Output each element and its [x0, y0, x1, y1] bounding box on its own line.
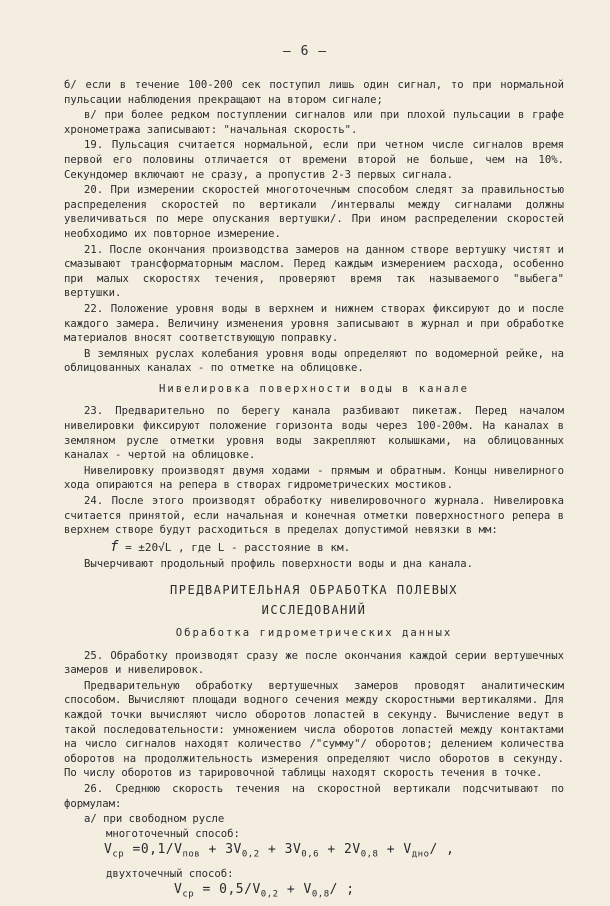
top-paragraphs [64, 78, 564, 376]
paragraph: 24. После этого производят обработку нивелировочного журнала. Нивелировка считается принятой, если начальная и конечная отметки поверхностного репера в верхнем створе будут расходиться в пределах допустимой невязки в мм: [64, 495, 564, 537]
paragraph: 21. После окончания производства замеров на данном створе вертушку чистят и смазывают трансформаторным маслом. Перед каждым измерением расхода, особенно при малых скоростях течения, проверяют время так называемого "выбега" вертушки. [64, 243, 564, 300]
paragraph: 20. При измерении скоростей многоточечным способом следят за правильностью распределения скоростей по вертикали /интервалы между сигналами должны увеличиваться по мере опускания вертушки/. При ином распределении скоростей необходимо их повторное измерение. [64, 184, 564, 240]
tolerance-formula [64, 540, 564, 556]
formula-lhs: f [110, 538, 119, 555]
paragraph: Предварительную обработку вертушечных замеров проводят аналитическим способом. Вычисляют площади водного сечения между скоростными вертикалями. Для каждой точки вычисляют число оборотов лопастей в секунду. Вычисление ведут в такой последовательности: умножением числа оборотов лопастей между контактами на число сигналов находят количество /"сумму"/ оборотов; делением количества оборотов на продолжительность измерения определяют число оборотов в секунду. По числу оборотов из тарировочной таблицы находят скорость течения в точке. [64, 679, 564, 780]
paragraph: 23. Предварительно по берегу канала разбивают пикетаж. Перед началом нивелировки фиксируют положение горизонта воды через 100-200м. На каналах в земляном русле отметки уровня воды закрепляют колышками, на облицованных каналах - чертой на облицовке. [64, 405, 564, 462]
twopoint-label: двухточечный способ: [106, 867, 234, 880]
multipoint-formula: $V_{ср} =0,1/V_{пов} + 3V_{0,2} + 3V_{0,6} + 2V_{0,8} + V_{дно}/$ , [104, 842, 455, 860]
chapter-title-line-2: ИССЛЕДОВАНИЙ [261, 603, 367, 617]
paragraph: В земляных руслах колебания уровня воды определяют по водомерной рейке, на облицованных каналах - по отметке на облицовке. [64, 347, 564, 375]
chapter-title-line-1: ПРЕДВАРИТЕЛЬНАЯ ОБРАБОТКА ПОЛЕВЫХ [170, 583, 458, 597]
chapter-title [64, 580, 564, 620]
paragraph: б/ если в течение 100-200 сек поступил лишь один сигнал, то при нормальной пульсации наблюдения прекращают на втором сигнале; [64, 79, 564, 106]
paragraph: 25. Обработку производят сразу же после окончания каждой серии вертушечных замеров и нивелировок. [64, 649, 564, 677]
page-number: — 6 — [282, 44, 328, 59]
multipoint-label: многоточечный способ: [106, 827, 240, 840]
formula-note: , где L - расстояние в км. [178, 540, 351, 554]
formula-rhs: = ±20√L [125, 540, 172, 554]
paragraph: в/ при более редком поступлении сигналов или при плохой пульсации в графе хронометража записывают: "начальная скорость". [64, 109, 564, 136]
document-body [64, 78, 564, 906]
paragraph: 22. Положение уровня воды в верхнем и нижнем створах фиксируют до и после каждого замера. Величину изменения уровня записывают в журнал и при обработке материалов вносят соответствующую поправку. [64, 302, 564, 345]
paragraph: 26. Среднюю скорость течения на скоростной вертикали подсчитывают по формулам: [64, 782, 564, 810]
paragraph: Нивелировку производят двумя ходами - прямым и обратным. Концы нивелирного хода опираются на репера в створах гидрометрических мостиков. [64, 464, 564, 492]
section-heading-leveling: Нивелировка поверхности воды в канале [159, 382, 469, 395]
twopoint-formula: $V_{ср} = 0,5/V_{0,2} + V_{0,8}/$ ; [174, 882, 355, 900]
paragraph: 19. Пульсация считается нормальной, если при четном числе сигналов время первой его половины отличается от времени второй не больше, чем на 10%. Секундомер включают не сразу, а пропустив 2-3 первых сигнала. [64, 139, 564, 181]
bottom-paragraphs [64, 649, 564, 812]
section-heading-hydrometric: Обработка гидрометрических данных [175, 627, 453, 639]
middle-paragraphs [64, 404, 564, 537]
profile-paragraph: Вычерчивают продольный профиль поверхности воды и дна канала. [84, 558, 474, 571]
case-a-label: а/ при свободном русле [84, 813, 225, 826]
